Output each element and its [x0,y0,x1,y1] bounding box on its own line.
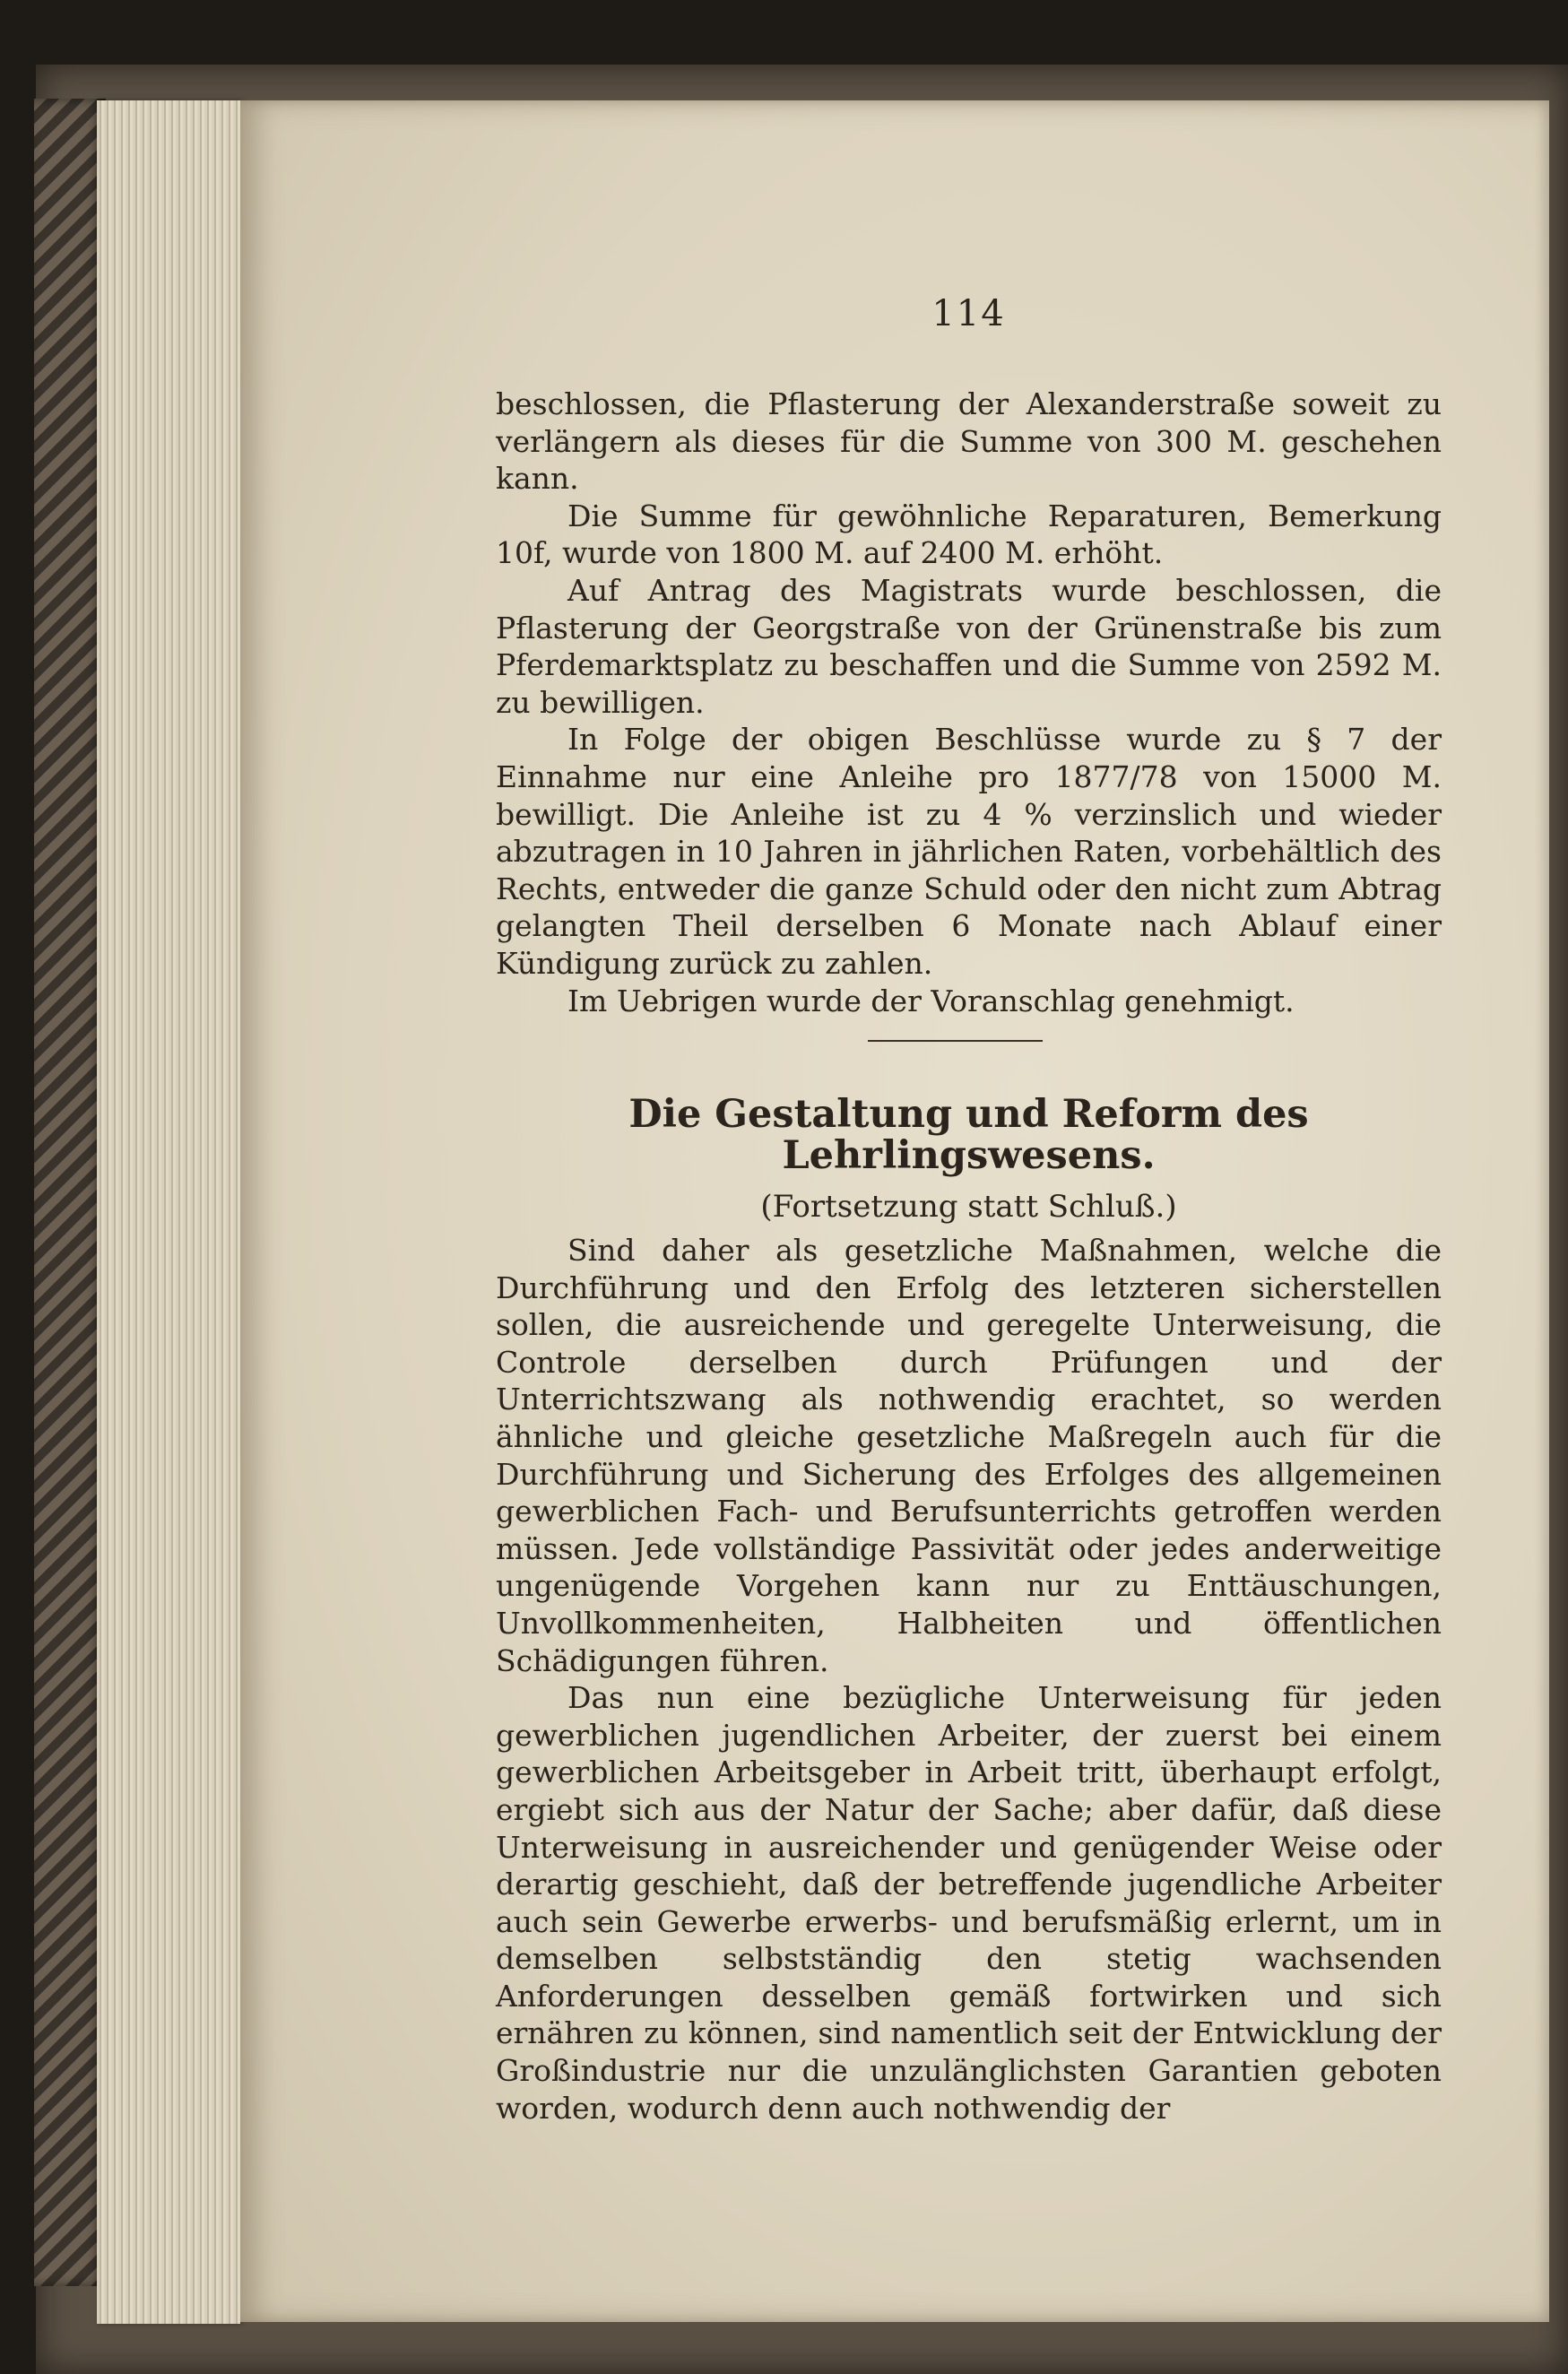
paragraph: Das nun eine bezügliche Unterweisung für jeden gewerblichen jugendlichen Arbeiter, der zuerst bei einem gewerblichen Arbeitsgeber in Arbeit tritt, überhaupt erfolgt, ergiebt sich aus der Natur der Sache; aber dafür, daß diese Unterweisung in ausreichender und genügender Weise oder derartig geschieht, daß der betreffende jugendliche Arbeiter auch sein Gewerbe erwerbs- und berufsmäßig erlernt, um in demselben selbstständig den stetig wachsenden Anforderungen desselben gemäß fortwirken und sich ernähren zu können, sind namentlich seit der Entwicklung der Großindustrie nur die unzulänglichsten Garantien geboten worden, wodurch denn auch nothwendig der [496,1680,1442,2126]
preceding-article-text [496,386,1442,1019]
page-edges [97,100,240,2324]
article-title: Die Gestaltung und Reform des Lehrlingswesens. [628,1092,1309,1178]
paragraph: Auf Antrag des Magistrats wurde beschlossen, die Pflasterung der Georgstraße von der Grünenstraße bis zum Pferdemarktsplatz zu beschaffen und die Summe von 2592 M. zu bewilligen. [496,572,1442,720]
section-divider [868,1040,1043,1042]
book-spine [34,99,106,2286]
paragraph: In Folge der obigen Beschlüsse wurde zu § 7 der Einnahme nur eine Anleihe pro 1877/78 von 15000 M. bewilligt. Die Anleihe ist zu 4 % verzinslich und wieder abzutragen in 10 Jahren in jährlichen Raten, vorbehältlich des Rechts, entweder die ganze Schuld oder den nicht zum Abtrag gelangten Theil derselben 6 Monate nach Ablauf einer Kündigung zurück zu zahlen. [496,722,1442,981]
page-number: 114 [931,293,1006,334]
article-subtitle: (Fortsetzung statt Schluß.) [760,1189,1177,1225]
paragraph: Im Uebrigen wurde der Voranschlag genehmigt. [567,983,1295,1018]
paragraph: beschlossen, die Pflasterung der Alexanderstraße soweit zu verlängern als dieses für die Summe von 300 M. geschehen kann. [496,386,1442,497]
paragraph: Sind daher als gesetzliche Maßnahmen, welche die Durchführung und den Erfolg des letzteren sicherstellen sollen, die ausreichende und geregelte Unterweisung, die Controle derselben durch Prüfungen und der Unterrichtszwang als nothwendig erachtet, so werden ähnliche und gleiche gesetzliche Maßregeln auch für die Durchführung und Sicherung des Erfolges des allgemeinen gewerblichen Fach- und Berufsunterrichts getroffen werden müssen. Jede vollständige Passivität oder jedes anderweitige ungenügende Vorgehen kann nur zu Enttäuschungen, Unvollkommenheiten, Halbheiten und öffentlichen Schädigungen führen. [496,1233,1442,1678]
book-page [240,100,1549,2322]
article-body [496,1232,1442,2127]
paragraph: Die Summe für gewöhnliche Reparaturen, Bemerkung 10f, wurde von 1800 M. auf 2400 M. erhöht. [496,498,1442,571]
